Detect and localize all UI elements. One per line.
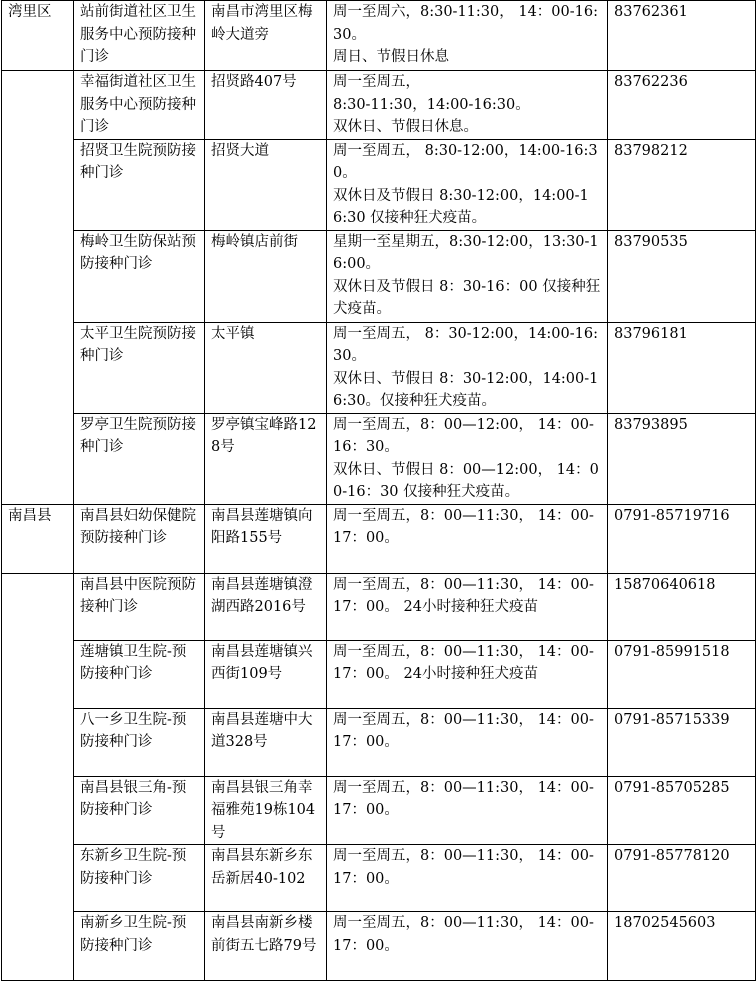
phone-cell: 18702545603 [608, 912, 756, 981]
table-row [2, 504, 756, 573]
hours-line: 周一至周五， [333, 74, 420, 90]
hours-cell [327, 1, 608, 71]
phone-cell: 0791-85715339 [608, 708, 756, 776]
hours-line: 周一至周五，8：00—11:30， 14：00-17：00。 [333, 779, 594, 818]
phone-cell: 0791-85991518 [608, 640, 756, 708]
table-row [2, 573, 756, 640]
clinic-name-cell: 莲塘镇卫生院-预防接种门诊 [74, 640, 205, 708]
hours-line: 双休日、节假日 8：30-12:00，14:00-16:30。仅接种狂犬疫苗。 [333, 370, 599, 409]
address-cell: 太平镇 [205, 322, 327, 413]
district-cell [2, 230, 74, 322]
table-row [2, 139, 756, 230]
address-cell: 南昌县南新乡楼前街五七路79号 [205, 912, 327, 981]
clinic-name-cell: 罗亭卫生院预防接种门诊 [74, 413, 205, 504]
address-cell: 南昌县莲塘镇向阳路155号 [205, 504, 327, 573]
clinic-name-cell: 梅岭卫生防保站预防接种门诊 [74, 230, 205, 322]
hours-line: 双休日、节假日 8：00—12:00， 14：00-16：30 仅接种狂犬疫苗。 [333, 461, 599, 500]
hours-cell [327, 504, 608, 573]
hours-cell [327, 912, 608, 981]
hours-line: 周一至周五，8：00—11:30， 14：00-17：00。 [333, 848, 594, 887]
district-cell [2, 708, 74, 776]
district-cell [2, 640, 74, 708]
hours-cell [327, 573, 608, 640]
hours-cell [327, 640, 608, 708]
hours-line: 周一至周五，8：00—12:00， 14：00-16：30。 [333, 416, 594, 455]
hours-cell [327, 845, 608, 912]
table-row [2, 845, 756, 912]
clinic-name-cell: 南昌县银三角-预防接种门诊 [74, 776, 205, 845]
district-cell [2, 139, 74, 230]
address-cell: 罗亭镇宝峰路128号 [205, 413, 327, 504]
hours-cell [327, 413, 608, 504]
phone-cell: 15870640618 [608, 573, 756, 640]
hours-line: 周一至周六，8:30-11:30， 14：00-16:30。 [333, 4, 598, 43]
clinic-name-cell: 南新乡卫生院-预防接种门诊 [74, 912, 205, 981]
district-cell [2, 413, 74, 504]
address-cell: 招贤路407号 [205, 71, 327, 140]
phone-cell: 83793895 [608, 413, 756, 504]
clinic-name-cell: 太平卫生院预防接种门诊 [74, 322, 205, 413]
clinic-table-body [2, 1, 756, 981]
phone-cell: 0791-85778120 [608, 845, 756, 912]
hours-line: 双休日及节假日 8：30-16：00 仅接种狂犬疫苗。 [333, 278, 601, 317]
phone-cell: 0791-85719716 [608, 504, 756, 573]
hours-line: 周一至周五，8：00—11:30， 14：00-17：00。 24小时接种狂犬疫苗 [333, 576, 594, 615]
table-row [2, 1, 756, 71]
hours-line: 周一至周五，8：00—11:30， 14：00-17：00。 [333, 915, 594, 954]
address-cell: 南昌县银三角幸福雅苑19栋104号 [205, 776, 327, 845]
clinic-table [1, 0, 756, 981]
district-cell [2, 845, 74, 912]
hours-line: 星期一至星期五，8:30-12:00，13:30-16:00。 [333, 233, 599, 272]
hours-line: 双休日及节假日 8:30-12:00，14:00-16:30 仅接种狂犬疫苗。 [333, 187, 589, 226]
hours-line: 周一至周五，8：00—11:30， 14：00-17：00。 [333, 711, 594, 750]
phone-cell: 83790535 [608, 230, 756, 322]
hours-line: 周一至周五， 8：30-12:00，14:00-16:30。 [333, 325, 598, 364]
address-cell: 南昌县莲塘镇澄湖西路2016号 [205, 573, 327, 640]
table-row [2, 708, 756, 776]
hours-cell [327, 776, 608, 845]
phone-cell: 83762236 [608, 71, 756, 140]
table-row [2, 776, 756, 845]
clinic-name-cell: 东新乡卫生院-预防接种门诊 [74, 845, 205, 912]
hours-cell [327, 139, 608, 230]
clinic-name-cell: 招贤卫生院预防接种门诊 [74, 139, 205, 230]
district-cell [2, 776, 74, 845]
hours-line: 双休日、节假日休息。 [333, 119, 478, 135]
hours-line: 周日、节假日休息 [333, 49, 449, 65]
phone-cell: 0791-85705285 [608, 776, 756, 845]
table-row [2, 322, 756, 413]
district-cell [2, 71, 74, 140]
table-row [2, 413, 756, 504]
hours-line: 8:30-11:30，14:00-16:30。 [333, 96, 530, 113]
table-row [2, 912, 756, 981]
hours-cell [327, 230, 608, 322]
table-row [2, 71, 756, 140]
phone-cell: 83796181 [608, 322, 756, 413]
clinic-name-cell: 南昌县中医院预防接种门诊 [74, 573, 205, 640]
district-cell [2, 912, 74, 981]
address-cell: 南昌县东新乡东岳新居40-102 [205, 845, 327, 912]
address-cell: 招贤大道 [205, 139, 327, 230]
hours-line: 周一至周五， 8:30-12:00，14:00-16:30。 [333, 142, 598, 181]
address-cell: 南昌市湾里区梅岭大道旁 [205, 1, 327, 71]
hours-cell [327, 708, 608, 776]
address-cell: 南昌县莲塘中大道328号 [205, 708, 327, 776]
table-row [2, 640, 756, 708]
clinic-name-cell: 幸福街道社区卫生服务中心预防接种门诊 [74, 71, 205, 140]
address-cell: 南昌县莲塘镇兴西街109号 [205, 640, 327, 708]
hours-line: 周一至周五，8：00—11:30， 14：00-17：00。 [333, 507, 594, 546]
phone-cell: 83762361 [608, 1, 756, 71]
phone-cell: 83798212 [608, 139, 756, 230]
hours-cell [327, 71, 608, 140]
hours-line: 周一至周五，8：00—11:30， 14：00-17：00。 24小时接种狂犬疫苗 [333, 643, 594, 682]
district-cell: 湾里区 [2, 1, 74, 71]
hours-cell [327, 322, 608, 413]
clinic-name-cell: 八一乡卫生院-预防接种门诊 [74, 708, 205, 776]
clinic-name-cell: 站前街道社区卫生服务中心预防接种门诊 [74, 1, 205, 71]
table-row [2, 230, 756, 322]
district-cell: 南昌县 [2, 504, 74, 573]
address-cell: 梅岭镇店前街 [205, 230, 327, 322]
district-cell [2, 573, 74, 640]
district-cell [2, 322, 74, 413]
clinic-name-cell: 南昌县妇幼保健院预防接种门诊 [74, 504, 205, 573]
